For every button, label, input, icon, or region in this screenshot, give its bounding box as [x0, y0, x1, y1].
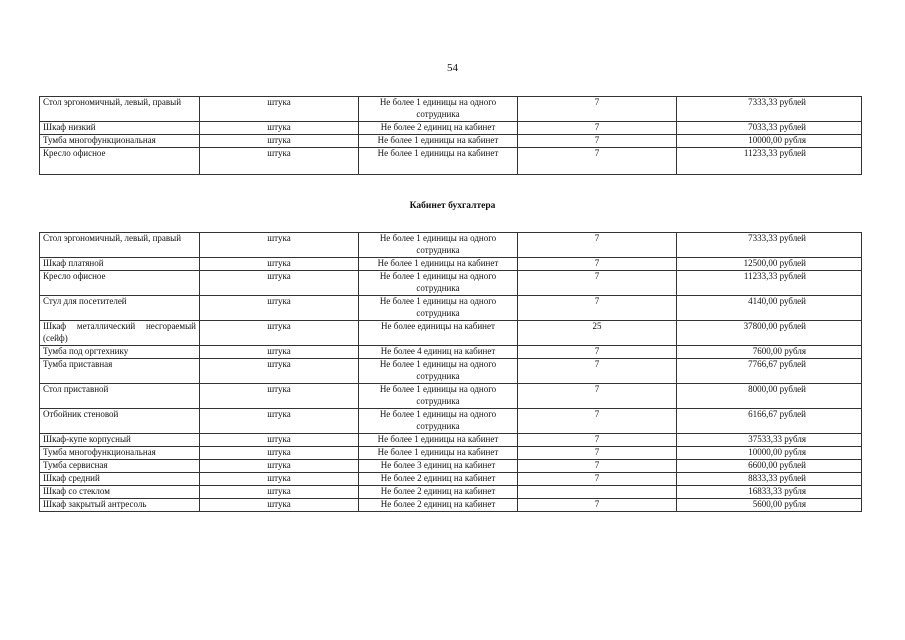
item-price: 7600,00 рубля: [677, 346, 862, 359]
item-norm: Не более 3 единиц на кабинет: [359, 460, 518, 473]
item-norm: Не более 1 единицы на одного сотрудника: [359, 97, 518, 122]
item-norm: Не более 1 единицы на одного сотрудника: [359, 409, 518, 434]
item-norm: Не более 4 единиц на кабинет: [359, 346, 518, 359]
item-quantity: 7: [518, 473, 677, 486]
item-unit: штука: [200, 296, 359, 321]
item-name: Тумба под оргтехнику: [40, 346, 200, 359]
furniture-table-top: [39, 96, 862, 175]
section-title: Кабинет бухгалтера: [409, 201, 496, 211]
furniture-table-accountant: [39, 232, 862, 512]
table-row: [40, 346, 862, 359]
item-quantity: 7: [518, 271, 677, 296]
item-norm: Не более 2 единиц на кабинет: [359, 122, 518, 135]
item-norm: Не более 1 единицы на одного сотрудника: [359, 271, 518, 296]
item-norm: Не более 1 единицы на кабинет: [359, 434, 518, 447]
item-name: Кресло офисное: [40, 271, 200, 296]
item-price: 10000,00 рубля: [677, 135, 862, 148]
item-norm: Не более 1 единицы на кабинет: [359, 258, 518, 271]
item-quantity: 7: [518, 135, 677, 148]
item-name: Стул для посетителей: [40, 296, 200, 321]
item-price: 16833,33 рубля: [677, 486, 862, 499]
table-row: [40, 148, 862, 175]
item-quantity: 7: [518, 97, 677, 122]
item-name: Тумба приставная: [40, 359, 200, 384]
item-price: 8000,00 рублей: [677, 384, 862, 409]
table-row: [40, 122, 862, 135]
table-row: [40, 296, 862, 321]
item-name: Тумба многофункциональная: [40, 447, 200, 460]
item-price: 11233,33 рублей: [677, 148, 862, 175]
item-unit: штука: [200, 346, 359, 359]
item-quantity: 7: [518, 409, 677, 434]
item-price: 6600,00 рублей: [677, 460, 862, 473]
item-name: Тумба сервисная: [40, 460, 200, 473]
item-name: Шкаф средний: [40, 473, 200, 486]
item-price: 7033,33 рублей: [677, 122, 862, 135]
item-norm: Не более 1 единицы на одного сотрудника: [359, 296, 518, 321]
item-unit: штука: [200, 135, 359, 148]
item-unit: штука: [200, 321, 359, 346]
table-row: [40, 473, 862, 486]
item-unit: штука: [200, 473, 359, 486]
table-row: [40, 258, 862, 271]
item-name: Стол эргономичный, левый, правый: [40, 233, 200, 258]
item-unit: штука: [200, 384, 359, 409]
item-price: 11233,33 рублей: [677, 271, 862, 296]
item-price: 8833,33 рублей: [677, 473, 862, 486]
table-row: [40, 97, 862, 122]
item-quantity: 7: [518, 346, 677, 359]
item-name: Шкаф со стеклом: [40, 486, 200, 499]
table-row: [40, 486, 862, 499]
item-norm: Не более 1 единицы на одного сотрудника: [359, 359, 518, 384]
item-quantity: 25: [518, 321, 677, 346]
item-quantity: 7: [518, 384, 677, 409]
item-name: Стол приставной: [40, 384, 200, 409]
item-name: Кресло офисное: [40, 148, 200, 175]
item-norm: Не более 2 единиц на кабинет: [359, 499, 518, 512]
item-name: Тумба многофункциональная: [40, 135, 200, 148]
item-norm: Не более 2 единиц на кабинет: [359, 473, 518, 486]
item-quantity: 7: [518, 499, 677, 512]
item-quantity: 7: [518, 296, 677, 321]
item-quantity: 7: [518, 233, 677, 258]
table-row: [40, 499, 862, 512]
item-unit: штука: [200, 359, 359, 384]
item-norm: Не более 2 единиц на кабинет: [359, 486, 518, 499]
table-row: [40, 460, 862, 473]
item-price: 6166,67 рублей: [677, 409, 862, 434]
item-price: 7333,33 рублей: [677, 97, 862, 122]
table-row: [40, 384, 862, 409]
item-quantity: 7: [518, 359, 677, 384]
item-norm: Не более 1 единицы на кабинет: [359, 447, 518, 460]
item-name: Шкаф закрытый антресоль: [40, 499, 200, 512]
item-quantity: 7: [518, 148, 677, 175]
item-unit: штука: [200, 409, 359, 434]
item-unit: штука: [200, 271, 359, 296]
item-name: Шкаф платяной: [40, 258, 200, 271]
item-unit: штука: [200, 233, 359, 258]
item-unit: штука: [200, 148, 359, 175]
item-unit: штука: [200, 486, 359, 499]
item-quantity: [518, 486, 677, 499]
item-unit: штука: [200, 122, 359, 135]
item-name: Шкаф низкий: [40, 122, 200, 135]
table-row: [40, 447, 862, 460]
item-price: 5600,00 рубля: [677, 499, 862, 512]
item-price: 7333,33 рублей: [677, 233, 862, 258]
table-row: [40, 271, 862, 296]
item-unit: штука: [200, 434, 359, 447]
item-norm: Не более единицы на кабинет: [359, 321, 518, 346]
item-name: Шкаф-купе корпусный: [40, 434, 200, 447]
item-price: 37533,33 рубля: [677, 434, 862, 447]
item-unit: штука: [200, 97, 359, 122]
item-quantity: 7: [518, 460, 677, 473]
table-row: [40, 434, 862, 447]
table-row: [40, 359, 862, 384]
page-number: 54: [447, 62, 458, 74]
item-quantity: 7: [518, 258, 677, 271]
item-quantity: 7: [518, 122, 677, 135]
item-norm: Не более 1 единицы на одного сотрудника: [359, 384, 518, 409]
item-name: Шкаф металлический несгораемый (сейф): [40, 321, 200, 346]
item-norm: Не более 1 единицы на кабинет: [359, 135, 518, 148]
item-norm: Не более 1 единицы на кабинет: [359, 148, 518, 175]
item-name: Отбойник стеновой: [40, 409, 200, 434]
item-unit: штука: [200, 460, 359, 473]
item-unit: штука: [200, 258, 359, 271]
item-norm: Не более 1 единицы на одного сотрудника: [359, 233, 518, 258]
item-price: 7766,67 рублей: [677, 359, 862, 384]
table-row: [40, 409, 862, 434]
item-quantity: 7: [518, 447, 677, 460]
item-unit: штука: [200, 499, 359, 512]
table-row: [40, 321, 862, 346]
table-row: [40, 135, 862, 148]
item-quantity: 7: [518, 434, 677, 447]
item-name: Стол эргономичный, левый, правый: [40, 97, 200, 122]
item-price: 12500,00 рублей: [677, 258, 862, 271]
item-unit: штука: [200, 447, 359, 460]
item-price: 4140,00 рублей: [677, 296, 862, 321]
table-row: [40, 233, 862, 258]
item-price: 37800,00 рублей: [677, 321, 862, 346]
item-price: 10000,00 рубля: [677, 447, 862, 460]
